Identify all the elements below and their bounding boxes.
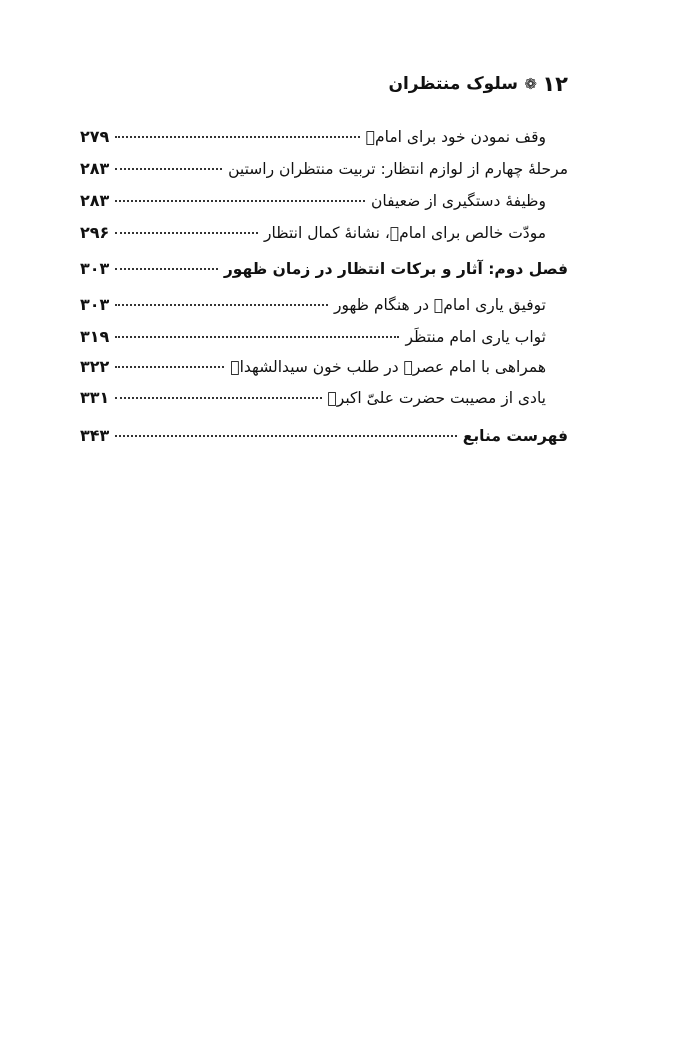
toc-entry-title: یادی از مصیبت حضرت علیّ اکبرؑ — [327, 389, 546, 407]
toc-entry-title: وقف نمودن خود برای امامؑ — [365, 128, 546, 146]
toc-entry-title: ثواب یاری امام منتظَر — [405, 328, 546, 346]
toc-entry-title: فصل دوم: آثار و برکات انتظار در زمان ظهور — [223, 260, 568, 278]
toc-entry-page: ۲۸۳ — [80, 191, 110, 210]
toc-entry[interactable] — [80, 295, 568, 321]
dot-leader — [115, 168, 222, 170]
toc-entry[interactable] — [80, 191, 568, 217]
page-number: ۱۲ — [542, 72, 568, 96]
dot-leader — [115, 366, 224, 368]
toc-entry[interactable] — [80, 388, 568, 414]
toc-entry-title: وظیفۀ دستگیری از ضعیفان — [371, 192, 546, 210]
toc-entry[interactable] — [80, 357, 568, 383]
dot-leader — [115, 232, 258, 234]
toc-entry-title: فهرست منابع — [462, 427, 568, 445]
book-title: سلوک منتظران — [388, 74, 518, 94]
dot-leader — [115, 304, 328, 306]
dot-leader — [115, 200, 365, 202]
toc-entry-page: ۳۲۲ — [80, 357, 110, 376]
toc-entry-page: ۳۰۳ — [80, 259, 110, 278]
toc-entry-page: ۲۸۳ — [80, 159, 110, 178]
toc-entry-title: مرحلۀ چهارم از لوازم انتظار: تربیت منتظران راستین — [228, 160, 568, 178]
toc-entry-page: ۳۳۱ — [80, 388, 110, 407]
toc-entry-title: همراهی با امام عصرؑ در طلب خون سیدالشهداؑ — [230, 358, 546, 376]
dot-leader — [115, 397, 321, 399]
dot-leader — [115, 435, 456, 437]
flower-ornament-icon: ❁ — [524, 75, 537, 93]
toc-entry-page: ۳۴۳ — [80, 426, 110, 445]
toc-chapter-entry[interactable] — [80, 259, 568, 285]
dot-leader — [115, 336, 399, 338]
toc-entry-title: توفیق یاری امامؑ در هنگام ظهور — [334, 296, 546, 314]
toc-entry[interactable] — [80, 127, 568, 153]
dot-leader — [115, 136, 359, 138]
toc-entry-title: مودّت خالص برای امامؑ، نشانۀ کمال انتظار — [264, 224, 546, 242]
dot-leader — [115, 268, 218, 270]
toc-entry[interactable] — [80, 327, 568, 353]
toc-entry[interactable] — [80, 223, 568, 249]
toc-entry-page: ۲۹۶ — [80, 223, 110, 242]
toc-entry-page: ۳۱۹ — [80, 327, 110, 346]
toc-entry-page: ۳۰۳ — [80, 295, 110, 314]
toc-chapter-entry[interactable] — [80, 426, 568, 452]
toc-entry-page: ۲۷۹ — [80, 127, 110, 146]
toc-entry[interactable] — [80, 159, 568, 185]
